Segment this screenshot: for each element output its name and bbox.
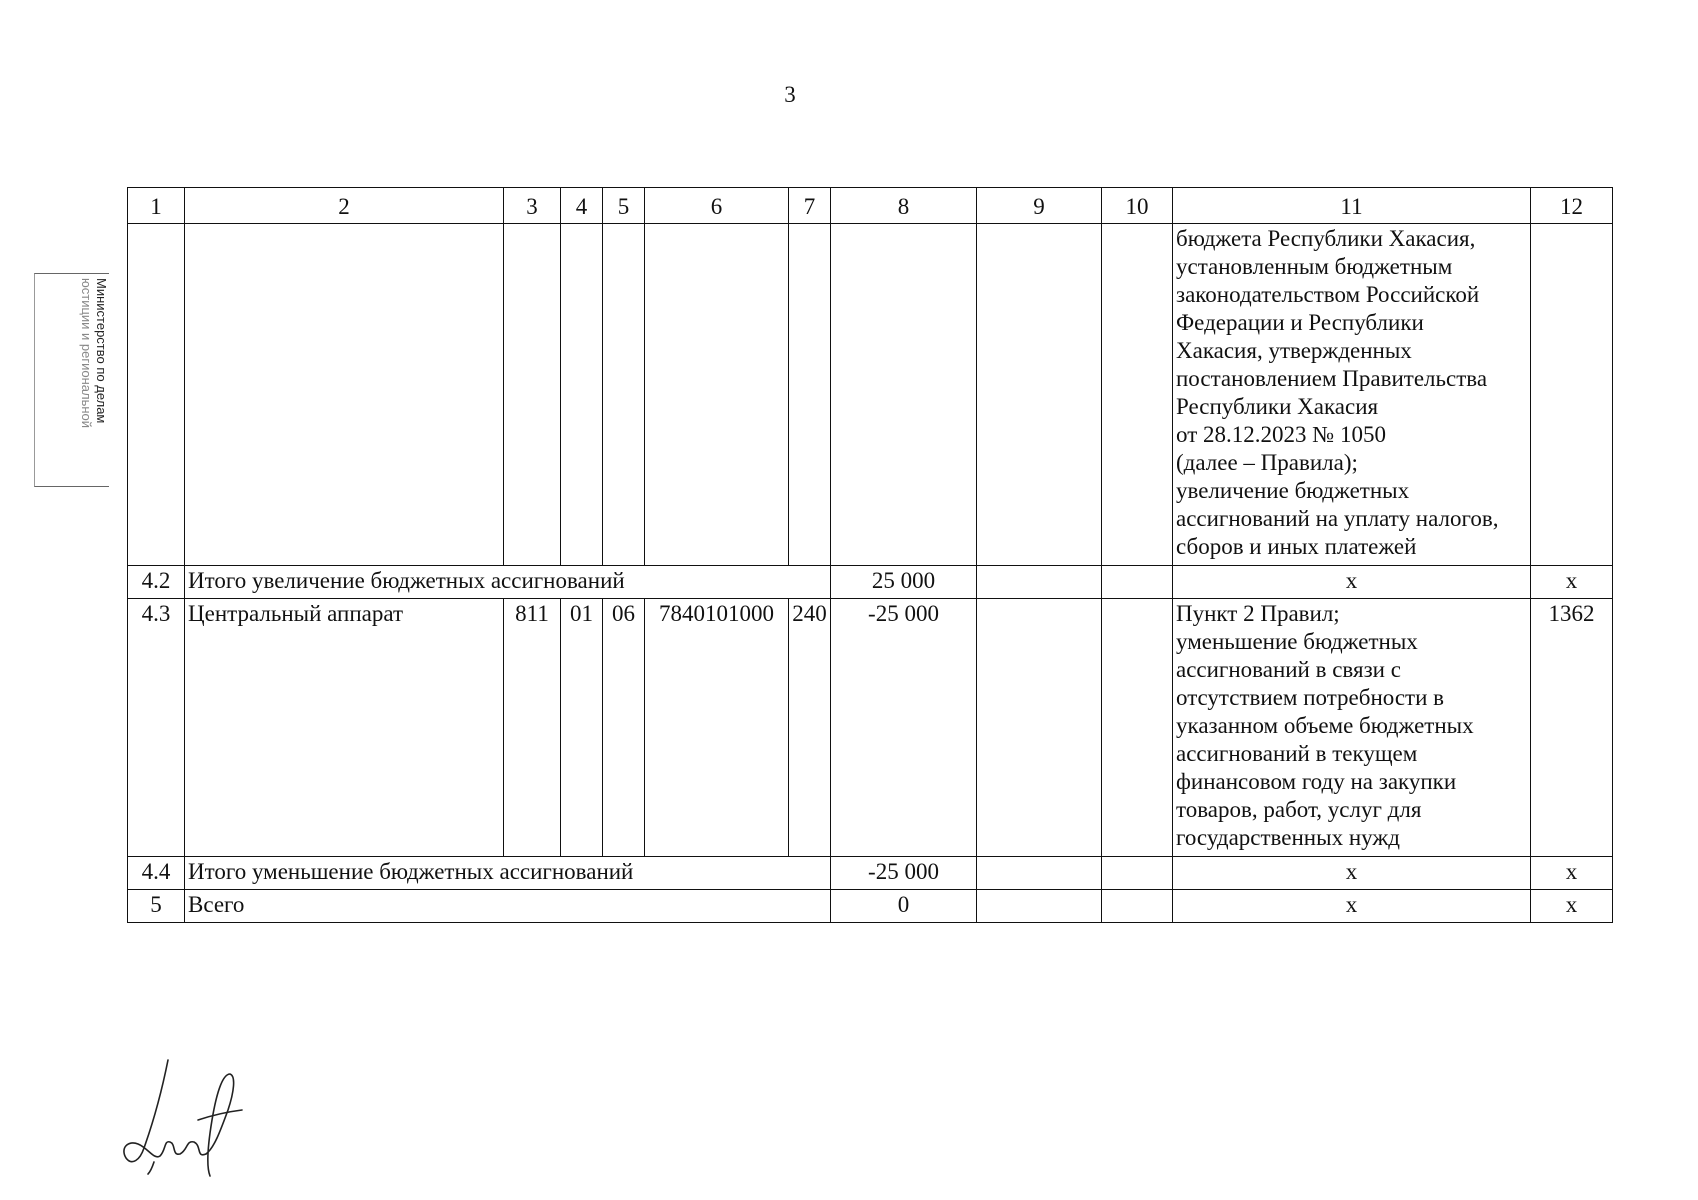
note-line: ассигнований в текущем — [1176, 741, 1418, 766]
header-cell: 2 — [185, 188, 504, 224]
note-cell — [1173, 224, 1531, 566]
table-row-4-4 — [128, 857, 1613, 890]
note-line: законодательством Российской — [1176, 282, 1480, 307]
table-row-4-3 — [128, 599, 1613, 857]
note-line: финансовом году на закупки — [1176, 769, 1457, 794]
header-cell: 6 — [645, 188, 789, 224]
note-line: бюджета Республики Хакасия, — [1176, 226, 1476, 251]
header-cell: 12 — [1531, 188, 1613, 224]
registration-stamp — [34, 273, 109, 487]
header-cell: 10 — [1102, 188, 1173, 224]
x-mark: х — [1173, 890, 1531, 923]
note-line: уменьшение бюджетных — [1176, 629, 1418, 654]
x-mark: х — [1531, 857, 1613, 890]
note-line: ассигнований на уплату налогов, — [1176, 506, 1499, 531]
header-cell: 7 — [789, 188, 831, 224]
row-label: Итого увеличение бюджетных ассигнований — [185, 566, 831, 599]
x-mark: х — [1173, 857, 1531, 890]
row-label: Итого уменьшение бюджетных ассигнований — [185, 857, 831, 890]
code-cell: 01 — [561, 599, 603, 857]
budget-table — [127, 187, 1613, 923]
code-cell: 7840101000 — [645, 599, 789, 857]
note-line: Пункт 2 Правил; — [1176, 601, 1340, 626]
header-cell: 11 — [1173, 188, 1531, 224]
table-row-5 — [128, 890, 1613, 923]
table-header-row — [128, 188, 1613, 224]
header-cell: 3 — [504, 188, 561, 224]
x-mark: х — [1531, 566, 1613, 599]
code-cell: 240 — [789, 599, 831, 857]
code-cell: 06 — [603, 599, 645, 857]
row-name: Центральный аппарат — [185, 599, 504, 857]
note-line: Хакасия, утвержденных — [1176, 338, 1412, 363]
note-line: ассигнований в связи с — [1176, 657, 1401, 682]
code-cell: 811 — [504, 599, 561, 857]
stamp-text — [79, 278, 109, 483]
amount-cell: 25 000 — [831, 566, 977, 599]
note-line: государственных нужд — [1176, 825, 1400, 850]
note-line: установленным бюджетным — [1176, 254, 1453, 279]
amount-cell: -25 000 — [831, 599, 977, 857]
signature — [110, 1050, 260, 1180]
row-number: 4.2 — [128, 566, 185, 599]
stamp-line-1: Министерство по делам — [94, 278, 109, 424]
amount-cell: -25 000 — [831, 857, 977, 890]
header-cell: 4 — [561, 188, 603, 224]
note-line: постановлением Правительства — [1176, 366, 1488, 391]
note-line: указанном объеме бюджетных — [1176, 713, 1474, 738]
note-line: (далее – Правила); — [1176, 450, 1358, 475]
page-number: 3 — [784, 82, 796, 107]
note-line: отсутствием потребности в — [1176, 685, 1445, 710]
amount-cell: 0 — [831, 890, 977, 923]
note-line: Федерации и Республики — [1176, 310, 1424, 335]
header-cell: 1 — [128, 188, 185, 224]
table-row-4-2 — [128, 566, 1613, 599]
note-line: товаров, работ, услуг для — [1176, 797, 1422, 822]
table-row-continuation — [128, 224, 1613, 566]
row-label: Всего — [185, 890, 831, 923]
row-number: 4.3 — [128, 599, 185, 857]
code-cell: 1362 — [1531, 599, 1613, 857]
note-line: увеличение бюджетных — [1176, 478, 1410, 503]
note-line: от 28.12.2023 № 1050 — [1176, 422, 1386, 447]
note-line: сборов и иных платежей — [1176, 534, 1417, 559]
header-cell: 8 — [831, 188, 977, 224]
row-number: 5 — [128, 890, 185, 923]
row-number: 4.4 — [128, 857, 185, 890]
header-cell: 9 — [977, 188, 1102, 224]
x-mark: х — [1531, 890, 1613, 923]
stamp-line-2: юстиции и региональной — [79, 278, 94, 429]
note-cell — [1173, 599, 1531, 857]
x-mark: х — [1173, 566, 1531, 599]
header-cell: 5 — [603, 188, 645, 224]
note-line: Республики Хакасия — [1176, 394, 1379, 419]
